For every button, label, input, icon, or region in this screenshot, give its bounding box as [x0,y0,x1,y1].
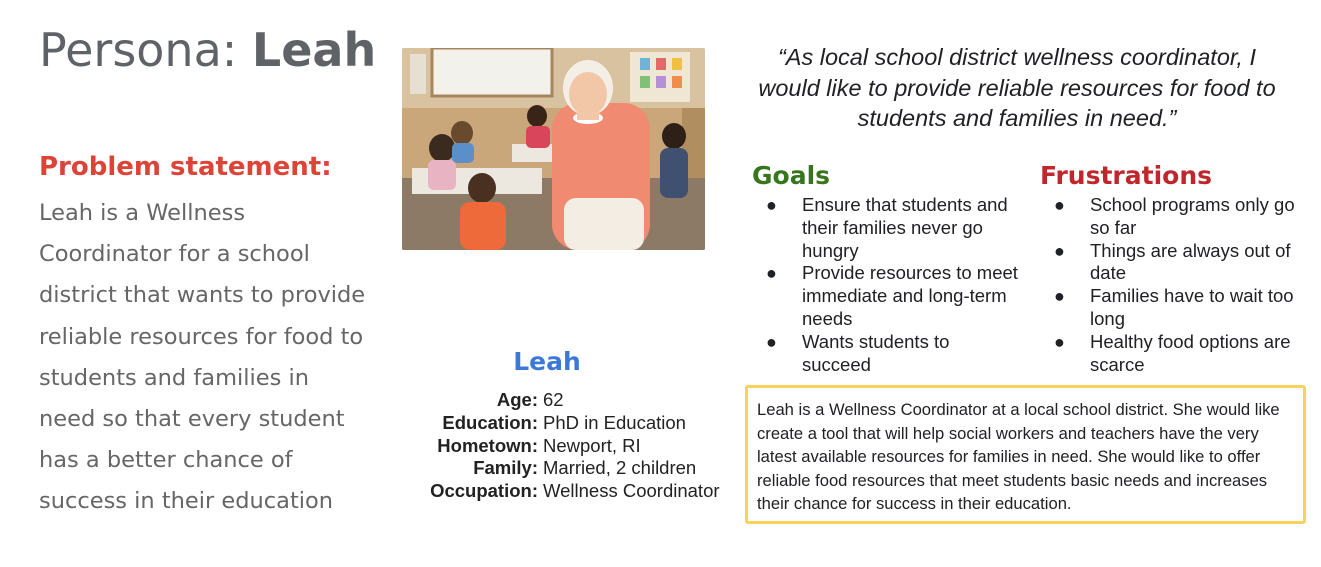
frustration-text: Healthy food options are scarce [1090,330,1291,375]
profile-row-age [405,389,735,412]
persona-summary-box: Leah is a Wellness Coordinator at a local school district. She would like create a tool that will help social workers and teachers have the very latest available resources for families in need. She would like to offer reliable food resources that meet students basic needs and increases their chance for success in their education. [745,385,1306,524]
frustration-item [1040,285,1310,331]
bullet-icon: ● [766,331,777,352]
frustration-item [1040,331,1310,377]
profile-details [405,389,735,503]
bullet-icon: ● [1054,240,1065,261]
goal-text: Provide resources to meet immediate and long-term needs [802,262,1018,329]
problem-statement-text: Leah is a Wellness Coordinator for a school district that wants to provide reliable resources for food to students and families in need so that every student has a better chance of success in their education [39,200,366,515]
profile-name: Leah [513,347,581,376]
bullet-icon: ● [1054,286,1065,307]
profile-label: Family: [473,457,538,479]
profile-label: Age: [496,389,538,410]
title-prefix: Persona: [39,23,252,77]
bullet-icon: ● [1054,195,1065,215]
title-name: Leah [251,23,377,77]
goal-item [752,262,1022,330]
goals-heading: Goals [752,161,831,190]
problem-statement-heading: Problem statement: [39,152,332,182]
frustrations-section [1040,158,1310,376]
profile-row-hometown [405,435,735,458]
goals-section [752,158,1022,376]
goal-text: Wants students to succeed [802,330,950,375]
goal-item [752,194,1022,262]
frustration-item [1040,194,1310,240]
persona-quote: “As local school district wellness coordinator, I would like to provide reliable resources for food to students and families in need.” [758,44,1276,131]
profile-value: Newport, RI [543,434,641,456]
goals-list [752,194,1022,376]
bullet-icon: ● [766,195,777,215]
goal-text: Ensure that students and their families never go hungry [802,194,1008,261]
profile-row-education [405,412,735,435]
classroom-photo-image [402,48,705,250]
frustrations-list [1040,194,1310,376]
frustration-text: Things are always out of date [1090,239,1291,284]
frustrations-heading: Frustrations [1040,161,1213,190]
goal-item [752,331,1022,377]
profile-value: Married, 2 children [543,457,697,479]
bullet-icon: ● [766,263,777,284]
bullet-icon: ● [1054,331,1065,352]
profile-value: 62 [543,389,564,410]
profile-label: Hometown: [437,434,538,456]
profile-label: Education: [442,411,538,433]
profile-row-family [405,457,735,480]
page-title [39,22,376,78]
persona-photo [402,48,705,250]
frustration-item [1040,240,1310,286]
profile-label: Occupation: [430,480,538,502]
profile-row-occupation [405,480,735,503]
profile-value: PhD in Education [543,411,686,433]
profile-value: Wellness Coordinator [543,480,720,502]
frustration-text: School programs only go so far [1090,194,1295,238]
frustration-text: Families have to wait too long [1090,285,1294,329]
